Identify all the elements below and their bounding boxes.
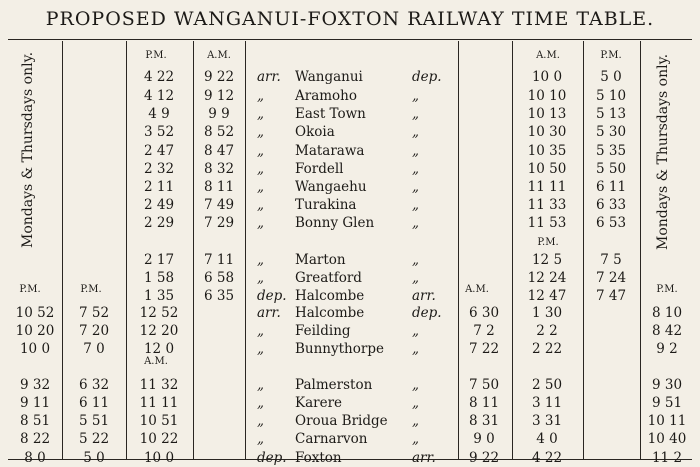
time-up-am: 8 32 <box>203 161 235 177</box>
time-right-am: 7 22 <box>468 341 500 357</box>
col-rule-3 <box>193 41 194 459</box>
station-name: Aramoho <box>295 88 358 104</box>
station-name: Bonny Glen <box>295 215 375 231</box>
time-down-pm: 7 47 <box>595 288 627 304</box>
time-up-pm: 10 51 <box>139 413 179 429</box>
time-up-pm: 11 32 <box>139 377 179 393</box>
time-down-am: 1 30 <box>531 305 563 321</box>
station-name: Fordell <box>295 161 344 177</box>
time-right-pm: 8 10 <box>651 305 683 321</box>
time-down-am: 11 33 <box>527 197 567 213</box>
header-up-am-mid: A.M. <box>144 356 168 367</box>
time-left-2: 7 0 <box>83 341 105 357</box>
row-direction: „ <box>412 341 419 357</box>
row-marker: dep. <box>257 288 287 304</box>
row-marker: „ <box>257 143 264 159</box>
time-right-pm: 10 11 <box>647 413 687 429</box>
row-marker: „ <box>257 124 264 140</box>
time-up-pm: 10 22 <box>139 431 179 447</box>
time-down-am: 2 50 <box>531 377 563 393</box>
station-name: Bunnythorpe <box>295 341 384 357</box>
row-marker: „ <box>257 179 264 195</box>
station-name: Feilding <box>295 323 351 339</box>
col-rule-4 <box>245 41 246 459</box>
row-marker: arr. <box>257 305 281 321</box>
time-up-am: 9 9 <box>208 106 230 122</box>
row-direction: „ <box>412 88 419 104</box>
time-down-am: 12 24 <box>527 270 567 286</box>
side-label-left: Mondays & Thursdays only. <box>20 51 36 248</box>
row-direction: „ <box>412 215 419 231</box>
time-down-pm: 5 13 <box>595 106 627 122</box>
row-marker: „ <box>257 161 264 177</box>
time-down-pm: 5 50 <box>595 161 627 177</box>
station-name: Oroua Bridge <box>295 413 388 429</box>
bottom-rule <box>8 459 692 460</box>
time-down-pm: 6 11 <box>595 179 627 195</box>
time-down-am: 3 31 <box>531 413 563 429</box>
time-left-2: 5 51 <box>78 413 110 429</box>
time-left-2: 6 32 <box>78 377 110 393</box>
row-marker: „ <box>257 341 264 357</box>
time-down-am: 10 35 <box>527 143 567 159</box>
row-direction: „ <box>412 270 419 286</box>
time-down-am: 10 10 <box>527 88 567 104</box>
time-down-am: 4 0 <box>536 431 558 447</box>
time-down-am: 12 5 <box>531 252 563 268</box>
row-direction: dep. <box>412 69 442 85</box>
time-up-pm: 10 0 <box>143 450 175 466</box>
time-right-am: 9 0 <box>473 431 495 447</box>
station-name: Turakina <box>295 197 357 213</box>
station-name: East Town <box>295 106 366 122</box>
time-up-pm: 3 52 <box>143 124 175 140</box>
time-down-am: 10 0 <box>531 69 563 85</box>
time-right-am: 6 30 <box>468 305 500 321</box>
row-marker: „ <box>257 395 264 411</box>
header-left-pm-1: P.M. <box>19 284 41 295</box>
time-down-pm: 6 33 <box>595 197 627 213</box>
row-direction: „ <box>412 252 419 268</box>
time-right-am: 7 2 <box>473 323 495 339</box>
row-direction: „ <box>412 179 419 195</box>
time-up-pm: 1 35 <box>143 288 175 304</box>
time-down-pm: 5 30 <box>595 124 627 140</box>
header-left-pm-2: P.M. <box>80 284 102 295</box>
time-up-pm: 12 52 <box>139 305 179 321</box>
time-down-am: 10 50 <box>527 161 567 177</box>
time-left-2: 5 0 <box>83 450 105 466</box>
station-name: Halcombe <box>295 288 365 304</box>
row-marker: arr. <box>257 69 281 85</box>
header-up-am: A.M. <box>207 50 231 61</box>
time-down-pm: 5 35 <box>595 143 627 159</box>
time-up-pm: 4 9 <box>148 106 170 122</box>
station-name: Carnarvon <box>295 431 368 447</box>
row-marker: „ <box>257 197 264 213</box>
time-up-pm: 1 58 <box>143 270 175 286</box>
row-direction: „ <box>412 395 419 411</box>
time-up-pm: 2 11 <box>143 179 175 195</box>
row-direction: „ <box>412 413 419 429</box>
time-down-pm: 7 5 <box>600 252 622 268</box>
header-down-am: A.M. <box>536 50 560 61</box>
station-name: Karere <box>295 395 343 411</box>
time-right-am: 8 11 <box>468 395 500 411</box>
col-rule-1 <box>62 41 63 459</box>
row-marker: dep. <box>257 450 287 466</box>
time-left-1: 8 22 <box>19 431 51 447</box>
top-rule <box>8 39 692 40</box>
col-rule-6 <box>512 41 513 459</box>
col-rule-7 <box>583 41 584 459</box>
station-name: Wangaehu <box>295 179 367 195</box>
time-down-am: 10 30 <box>527 124 567 140</box>
time-right-pm: 9 51 <box>651 395 683 411</box>
station-name: Halcombe <box>295 305 365 321</box>
row-direction: „ <box>412 161 419 177</box>
row-direction: „ <box>412 323 419 339</box>
time-down-pm: 5 10 <box>595 88 627 104</box>
station-name: Matarawa <box>295 143 365 159</box>
row-marker: „ <box>257 377 264 393</box>
side-label-right: Mondays & Thursdays only. <box>655 53 671 250</box>
time-down-am: 3 11 <box>531 395 563 411</box>
row-marker: „ <box>257 252 264 268</box>
time-left-1: 10 52 <box>15 305 55 321</box>
header-right-am: A.M. <box>465 284 489 295</box>
time-left-2: 5 22 <box>78 431 110 447</box>
col-rule-2 <box>126 41 127 459</box>
time-up-pm: 12 20 <box>139 323 179 339</box>
time-up-am: 7 49 <box>203 197 235 213</box>
time-down-am: 12 47 <box>527 288 567 304</box>
row-direction: „ <box>412 143 419 159</box>
time-down-am: 11 11 <box>527 179 567 195</box>
time-left-1: 8 51 <box>19 413 51 429</box>
time-up-am: 9 22 <box>203 69 235 85</box>
row-direction: „ <box>412 431 419 447</box>
time-left-1: 9 11 <box>19 395 51 411</box>
time-up-am: 6 35 <box>203 288 235 304</box>
time-up-pm: 2 29 <box>143 215 175 231</box>
row-direction: arr. <box>412 450 436 466</box>
row-marker: „ <box>257 431 264 447</box>
time-up-am: 9 12 <box>203 88 235 104</box>
row-direction: „ <box>412 106 419 122</box>
row-marker: „ <box>257 323 264 339</box>
time-left-1: 8 0 <box>24 450 46 466</box>
time-down-am: 2 2 <box>536 323 558 339</box>
time-down-pm: 5 0 <box>600 69 622 85</box>
time-down-am: 4 22 <box>531 450 563 466</box>
time-up-am: 7 11 <box>203 252 235 268</box>
station-name: Foxton <box>295 450 342 466</box>
time-right-am: 8 31 <box>468 413 500 429</box>
header-down-pm-mid: P.M. <box>537 237 559 248</box>
col-rule-8 <box>640 41 641 459</box>
time-right-pm: 11 2 <box>651 450 683 466</box>
time-up-pm: 11 11 <box>139 395 179 411</box>
row-marker: „ <box>257 215 264 231</box>
station-name: Palmerston <box>295 377 373 393</box>
time-up-pm: 4 12 <box>143 88 175 104</box>
time-up-pm: 2 47 <box>143 143 175 159</box>
time-left-1: 10 20 <box>15 323 55 339</box>
time-up-am: 8 11 <box>203 179 235 195</box>
header-down-pm: P.M. <box>600 50 622 61</box>
time-right-am: 9 22 <box>468 450 500 466</box>
time-up-am: 6 58 <box>203 270 235 286</box>
time-up-pm: 12 0 <box>143 341 175 357</box>
row-marker: „ <box>257 106 264 122</box>
time-up-am: 8 47 <box>203 143 235 159</box>
row-marker: „ <box>257 270 264 286</box>
row-direction: „ <box>412 197 419 213</box>
header-right-pm: P.M. <box>656 284 678 295</box>
time-up-am: 7 29 <box>203 215 235 231</box>
station-name: Wanganui <box>295 69 363 85</box>
time-down-pm: 7 24 <box>595 270 627 286</box>
time-right-pm: 9 2 <box>656 341 678 357</box>
time-left-2: 7 20 <box>78 323 110 339</box>
time-left-2: 6 11 <box>78 395 110 411</box>
row-marker: „ <box>257 88 264 104</box>
row-direction: arr. <box>412 288 436 304</box>
row-marker: „ <box>257 413 264 429</box>
time-right-pm: 10 40 <box>647 431 687 447</box>
station-name: Marton <box>295 252 346 268</box>
time-down-am: 2 22 <box>531 341 563 357</box>
page-title: PROPOSED WANGANUI-FOXTON RAILWAY TIME TABLE. <box>45 8 655 30</box>
time-up-pm: 4 22 <box>143 69 175 85</box>
time-right-pm: 9 30 <box>651 377 683 393</box>
time-down-am: 10 13 <box>527 106 567 122</box>
station-name: Greatford <box>295 270 362 286</box>
time-up-pm: 2 32 <box>143 161 175 177</box>
time-left-1: 10 0 <box>19 341 51 357</box>
row-direction: dep. <box>412 305 442 321</box>
station-name: Okoia <box>295 124 335 140</box>
time-right-pm: 8 42 <box>651 323 683 339</box>
header-up-pm: P.M. <box>145 50 167 61</box>
time-down-am: 11 53 <box>527 215 567 231</box>
col-rule-5 <box>458 41 459 459</box>
row-direction: „ <box>412 124 419 140</box>
row-direction: „ <box>412 377 419 393</box>
time-left-1: 9 32 <box>19 377 51 393</box>
time-down-pm: 6 53 <box>595 215 627 231</box>
time-up-pm: 2 17 <box>143 252 175 268</box>
time-up-pm: 2 49 <box>143 197 175 213</box>
time-left-2: 7 52 <box>78 305 110 321</box>
time-up-am: 8 52 <box>203 124 235 140</box>
time-right-am: 7 50 <box>468 377 500 393</box>
